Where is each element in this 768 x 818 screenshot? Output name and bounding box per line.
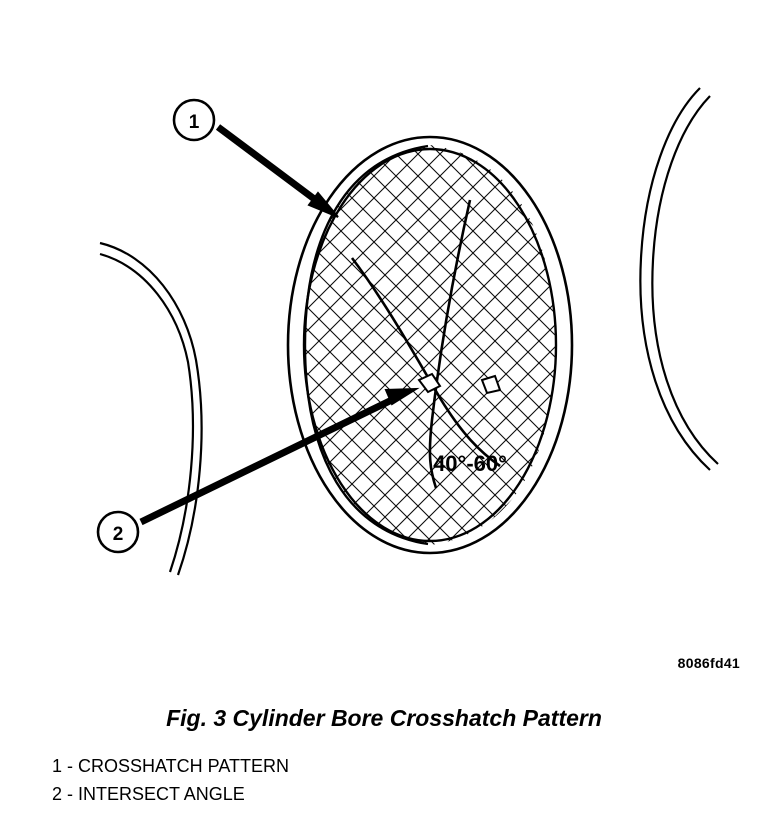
figure-caption: Fig. 3 Cylinder Bore Crosshatch Pattern bbox=[166, 705, 602, 731]
intersect-angle-label: 40°-60° bbox=[433, 451, 507, 476]
legend-item-1: 1 - CROSSHATCH PATTERN bbox=[52, 756, 290, 776]
callout-2-number: 2 bbox=[112, 524, 124, 545]
legend-item-2: 2 - INTERSECT ANGLE bbox=[52, 784, 245, 804]
figure-legend bbox=[52, 752, 652, 808]
block-contour-right bbox=[640, 88, 718, 470]
part-number-label: 8086fd41 bbox=[677, 655, 740, 671]
callout-1-number: 1 bbox=[188, 112, 200, 133]
callout-1-leader bbox=[218, 127, 338, 217]
